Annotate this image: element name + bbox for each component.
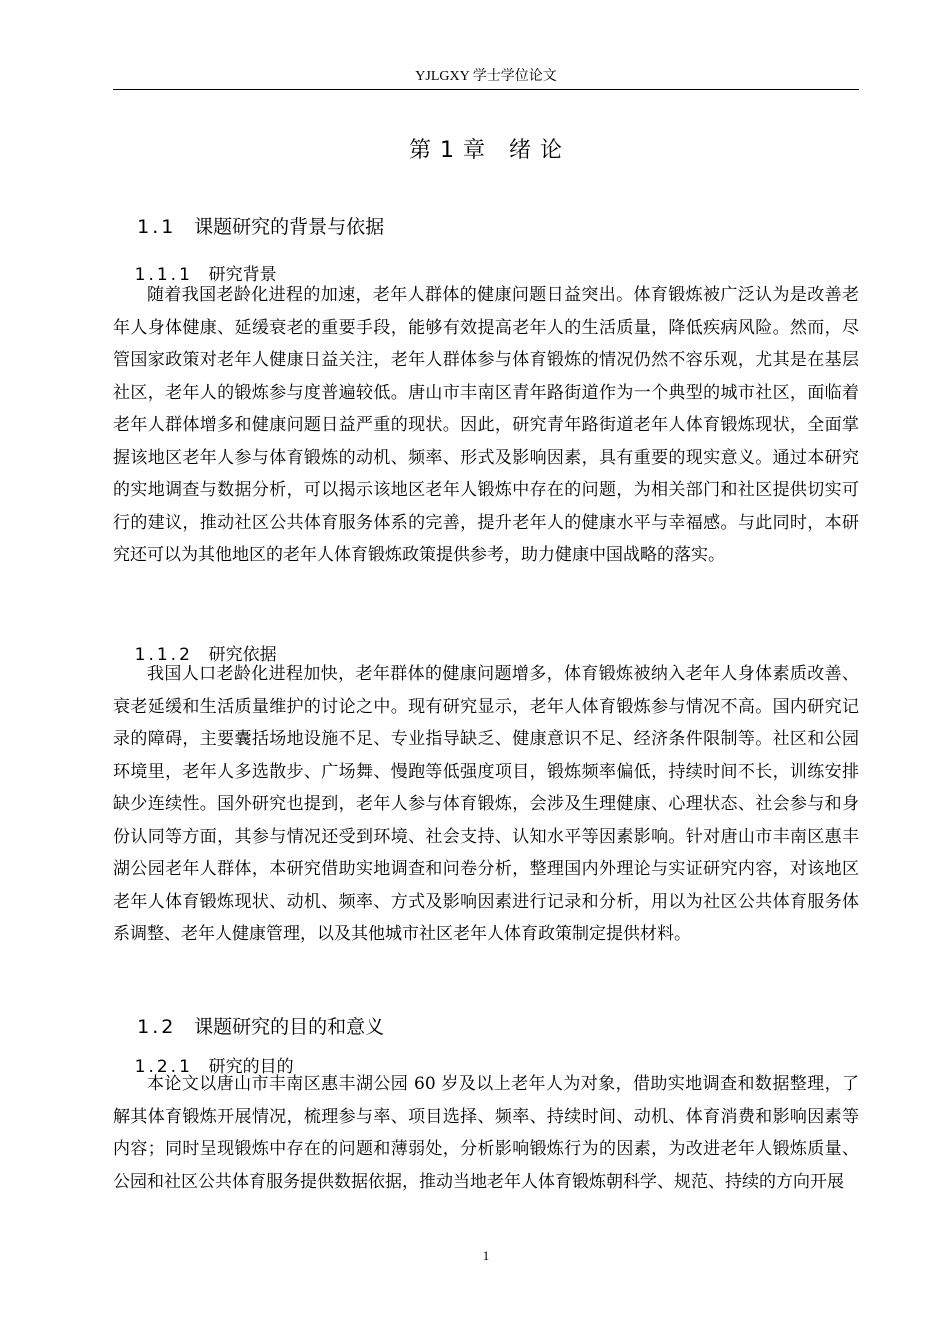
section-number: 1.1 bbox=[137, 216, 177, 238]
subsection-number: 1.1.1 bbox=[134, 265, 193, 285]
header-divider bbox=[113, 89, 859, 90]
subsection-title: 研究依据 bbox=[208, 645, 277, 665]
subsection-number: 1.1.2 bbox=[134, 645, 193, 665]
running-header: YJLGXY 学士学位论文 bbox=[415, 69, 557, 84]
paragraph-research-basis: 我国人口老龄化进程加快，老年群体的健康问题增多，体育锻炼被纳入老年人身体素质改善、衰老延缓和生活质量维护的讨论之中。现有研究显示，老年人体育锻炼参与情况不高。国内研究记录的障碍，主要囊括场地设施不足、专业指导缺乏、健康意识不足、经济条件限制等。社区和公园环境里，老年人多选散步、广场舞、慢跑等低强度项目，锻炼频率偏低，持续时间不长，训练安排缺少连续性。国外研究也提到，老年人参与体育锻炼，会涉及生理健康、心理状态、社会参与和身份认同等方面，其参与情况还受到环境、社会支持、认知水平等因素影响。针对唐山市丰南区惠丰湖公园老年人群体，本研究借助实地调查和问卷分析，整理国内外理论与实证研究内容，对该地区老年人体育锻炼现状、动机、频率、方式及影响因素进行记录和分析，用以为社区公共体育服务体系调整、老年人健康管理，以及其他城市社区老年人体育政策制定提供材料。 bbox=[113, 664, 859, 944]
subsection-title: 研究背景 bbox=[208, 265, 277, 285]
chapter-title: 第 1 章 绪 论 bbox=[409, 138, 563, 163]
section-number: 1.2 bbox=[137, 1016, 177, 1038]
section-title: 课题研究的目的和意义 bbox=[194, 1016, 385, 1038]
paragraph-research-background: 随着我国老龄化进程的加速，老年人群体的健康问题日益突出。体育锻炼被广泛认为是改善老年人身体健康、延缓衰老的重要手段，能够有效提高老年人的生活质量，降低疾病风险。然而，尽管国家政策对老年人健康日益关注，老年人群体参与体育锻炼的情况仍然不容乐观，尤其是在基层社区，老年人的锻炼参与度普遍较低。唐山市丰南区青年路街道作为一个典型的城市社区，面临着老年人群体增多和健康问题日益严重的现状。因此，研究青年路街道老年人体育锻炼现状，全面掌握该地区老年人参与体育锻炼的动机、频率、形式及影响因素，具有重要的现实意义。通过本研究的实地调查与数据分析，可以揭示该地区老年人锻炼中存在的问题，为相关部门和社区提供切实可行的建议，推动社区公共体育服务体系的完善，提升老年人的健康水平与幸福感。与此同时，本研究还可以为其他地区的老年人体育锻炼政策提供参考，助力健康中国战略的落实。 bbox=[113, 285, 859, 565]
subsection-number: 1.2.1 bbox=[134, 1057, 193, 1077]
section-title: 课题研究的背景与依据 bbox=[194, 216, 385, 238]
page-number: 1 bbox=[482, 1248, 490, 1263]
paragraph-research-purpose: 本论文以唐山市丰南区惠丰湖公园 60 岁及以上老年人为对象，借助实地调查和数据整理，了解其体育锻炼开展情况，梳理参与率、项目选择、频率、持续时间、动机、体育消费和影响因素等内容；同时呈现锻炼中存在的问题和薄弱处，分析影响锻炼行为的因素，为改进老年人锻炼质量、公园和社区公共体育服务提供数据依据，推动当地老年人体育锻炼朝科学、规范、持续的方向开展 bbox=[113, 1074, 859, 1192]
subsection-title: 研究的目的 bbox=[208, 1057, 294, 1077]
